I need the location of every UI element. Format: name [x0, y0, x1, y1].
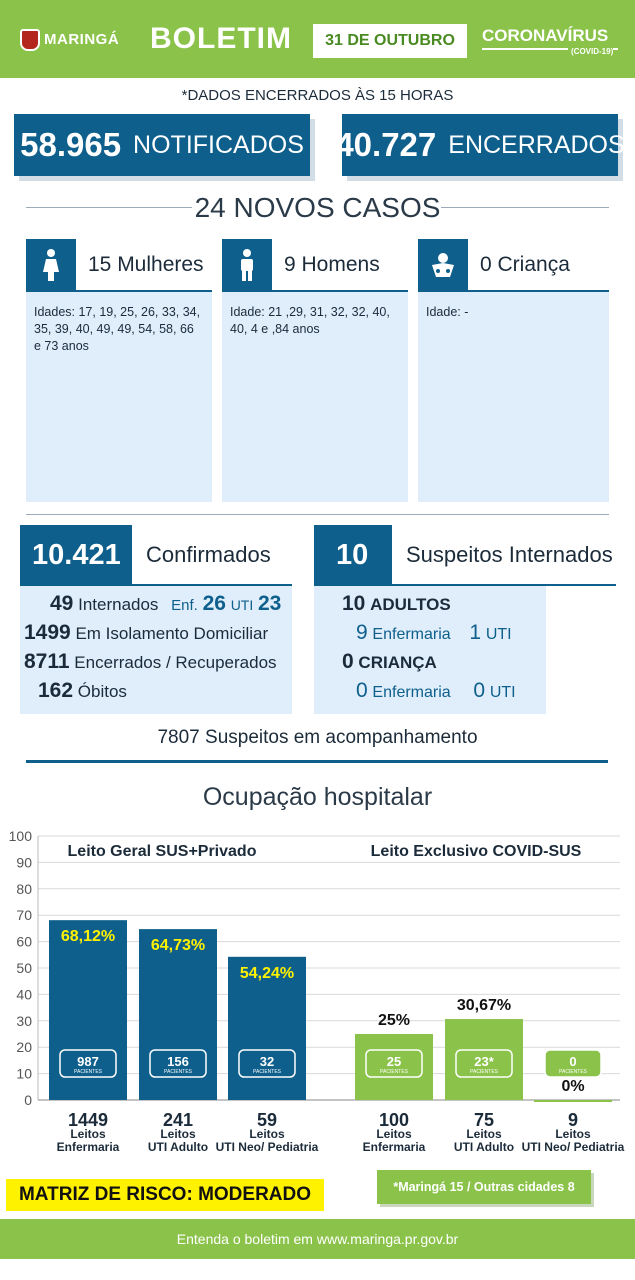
virus-subtitle: (COVID-19) [568, 47, 613, 56]
patients-word: PACIENTES [559, 1069, 587, 1075]
adults-label: ADULTOS [370, 595, 451, 614]
data-note: *DADOS ENCERRADOS ÀS 15 HORAS [181, 87, 454, 104]
children-label: CRIANÇA [358, 653, 437, 672]
bar-value-label: 64,73% [150, 937, 206, 955]
ward-number: 26 [202, 592, 226, 615]
children-row [342, 650, 437, 674]
isolation-label: Em Isolamento Domiciliar [75, 624, 269, 643]
bar [534, 1100, 612, 1102]
bar-value-label: 0% [561, 1078, 585, 1095]
adults-ward-label: Enfermaria [372, 626, 451, 643]
women-title: 15 Mulheres [88, 253, 204, 276]
adults-icu-number: 1 [469, 621, 482, 644]
footer-link[interactable]: Entenda o boletim em www.maringa.pr.gov.br [0, 1219, 635, 1259]
category-label-line2: UTI Adulto [147, 1140, 209, 1154]
y-tick-label: 60 [16, 933, 32, 950]
children-panel [418, 240, 609, 502]
category-label-line1: Leitos [555, 1127, 591, 1141]
occupancy-chart [0, 820, 635, 1160]
isolation-number: 1499 [24, 621, 71, 644]
patients-word: PACIENTES [164, 1069, 192, 1075]
children-icu-number: 0 [473, 679, 486, 702]
suspects-label: Suspeitos Internados [406, 542, 613, 567]
baby-icon [418, 239, 468, 291]
panel-title-general: Leito Geral SUS+Privado [67, 843, 257, 860]
patients-word: PACIENTES [470, 1069, 498, 1075]
y-tick-label: 50 [16, 960, 32, 976]
y-tick-label: 80 [16, 880, 32, 897]
confirmed-number: 10.421 [20, 525, 132, 585]
thick-divider [26, 760, 608, 763]
patients-count: 0 [569, 1054, 577, 1069]
men-panel [222, 240, 408, 502]
y-tick-label: 100 [8, 828, 32, 844]
men-header [222, 240, 408, 292]
children-ages: Idade: - [426, 305, 469, 319]
women-header [26, 240, 212, 292]
children-ward-label: Enfermaria [372, 684, 451, 701]
children-header [418, 240, 609, 292]
city-crest-icon [20, 29, 40, 51]
confirmed-label: Confirmados [146, 542, 271, 567]
children-ward-number: 0 [356, 679, 368, 702]
bar-value-label: 30,67% [456, 997, 512, 1015]
category-label-line1: Leitos [70, 1127, 106, 1141]
city-name: MARINGÁ [44, 31, 120, 48]
deaths-row [38, 679, 127, 703]
category-label-line2: Enfermaria [56, 1140, 120, 1154]
bed-total: 9 [567, 1110, 579, 1130]
women-panel [26, 240, 212, 502]
category-label-line2: UTI Neo/ Pediatria [215, 1140, 319, 1154]
bar-value-label: 54,24% [239, 964, 295, 982]
bed-total: 1449 [67, 1110, 109, 1130]
women-ages: Idades: 17, 19, 25, 26, 33, 34, 35, 39, 40, 49, 49, 54, 58, 66 e 73 anos [34, 305, 201, 353]
bed-total: 241 [162, 1110, 194, 1130]
category-label-line2: UTI Neo/ Pediatria [521, 1140, 625, 1154]
patients-word: PACIENTES [74, 1069, 102, 1075]
patients-word: PACIENTES [253, 1069, 281, 1075]
encerrados-number: 40.727 [335, 126, 437, 163]
y-tick-label: 0 [24, 1092, 32, 1108]
panel-title-covid: Leito Exclusivo COVID-SUS [370, 843, 582, 860]
risk-matrix-badge: MATRIZ DE RISCO: MODERADO [6, 1179, 324, 1211]
adults-icu-label: UTI [485, 626, 512, 643]
y-tick-label: 30 [16, 1012, 32, 1029]
confirmed-panel [20, 586, 292, 714]
bed-total: 59 [256, 1110, 278, 1130]
hospitalized-row [50, 592, 281, 616]
category-label-line1: Leitos [160, 1127, 196, 1141]
icu-number: 23 [257, 592, 282, 615]
man-icon [222, 239, 272, 291]
adults-detail-row [356, 621, 512, 645]
adults-number: 10 [342, 592, 366, 615]
notificados-label: NOTIFICADOS [133, 130, 304, 159]
icu-label: UTI [230, 597, 254, 613]
ward-label: Enf. [171, 597, 198, 614]
children-number: 0 [342, 650, 354, 673]
suspects-header [314, 526, 616, 586]
y-tick-label: 20 [16, 1039, 32, 1056]
category-label-line1: Leitos [466, 1127, 502, 1141]
category-label-line2: UTI Adulto [453, 1140, 515, 1154]
monitoring-text: 7807 Suspeitos em acompanhamento [157, 727, 478, 748]
section-divider [26, 514, 609, 515]
notificados-number: 58.965 [20, 126, 122, 163]
y-tick-label: 70 [16, 907, 32, 924]
woman-icon [26, 239, 76, 291]
patients-word: PACIENTES [380, 1069, 408, 1075]
bed-total: 100 [378, 1110, 410, 1130]
suspects-number: 10 [314, 525, 392, 585]
bar-value-label: 68,12% [60, 928, 116, 946]
children-icu-label: UTI [489, 684, 516, 701]
children-detail-row [356, 679, 516, 703]
encerrados-box [335, 114, 625, 176]
patients-count: 156 [167, 1054, 189, 1069]
adults-row [342, 592, 451, 616]
patients-count: 25 [386, 1054, 402, 1069]
patients-count: 23* [474, 1054, 494, 1069]
page-title: BOLETIM [150, 22, 292, 55]
suspects-panel [314, 586, 546, 714]
recovered-row [24, 650, 277, 674]
hospitalized-label: Internados [78, 595, 159, 614]
category-label-line2: Enfermaria [362, 1140, 426, 1154]
category-label-line1: Leitos [249, 1127, 285, 1141]
category-label-line1: Leitos [376, 1127, 412, 1141]
men-title: 9 Homens [284, 253, 380, 276]
virus-title: CORONAVÍRUS [482, 26, 609, 45]
adults-ward-number: 9 [356, 621, 368, 644]
cities-note: *Maringá 15 / Outras cidades 8 [377, 1170, 591, 1204]
isolation-row [24, 621, 268, 645]
occupancy-heading: Ocupação hospitalar [202, 783, 433, 811]
bed-total: 75 [473, 1110, 495, 1130]
patients-count: 32 [259, 1054, 275, 1069]
deaths-label: Óbitos [77, 682, 127, 701]
date-badge: 31 DE OUTUBRO [313, 24, 467, 58]
children-title: 0 Criança [480, 253, 570, 276]
y-tick-label: 10 [16, 1065, 32, 1082]
y-tick-label: 40 [16, 986, 32, 1003]
recovered-label: Encerrados / Recuperados [74, 653, 277, 672]
recovered-number: 8711 [24, 650, 70, 673]
notificados-box [14, 114, 310, 176]
patients-count: 987 [77, 1054, 99, 1069]
encerrados-label: ENCERRADOS [448, 130, 625, 159]
bar-value-label: 25% [377, 1012, 411, 1029]
hospitalized-number: 49 [50, 592, 74, 615]
confirmed-header [20, 526, 292, 586]
men-ages: Idade: 21 ,29, 31, 32, 32, 40, 40, 4 e ,84 anos [230, 305, 390, 336]
new-cases-heading: 24 NOVOS CASOS [194, 192, 441, 223]
deaths-number: 162 [38, 679, 74, 702]
y-tick-label: 90 [16, 854, 32, 871]
